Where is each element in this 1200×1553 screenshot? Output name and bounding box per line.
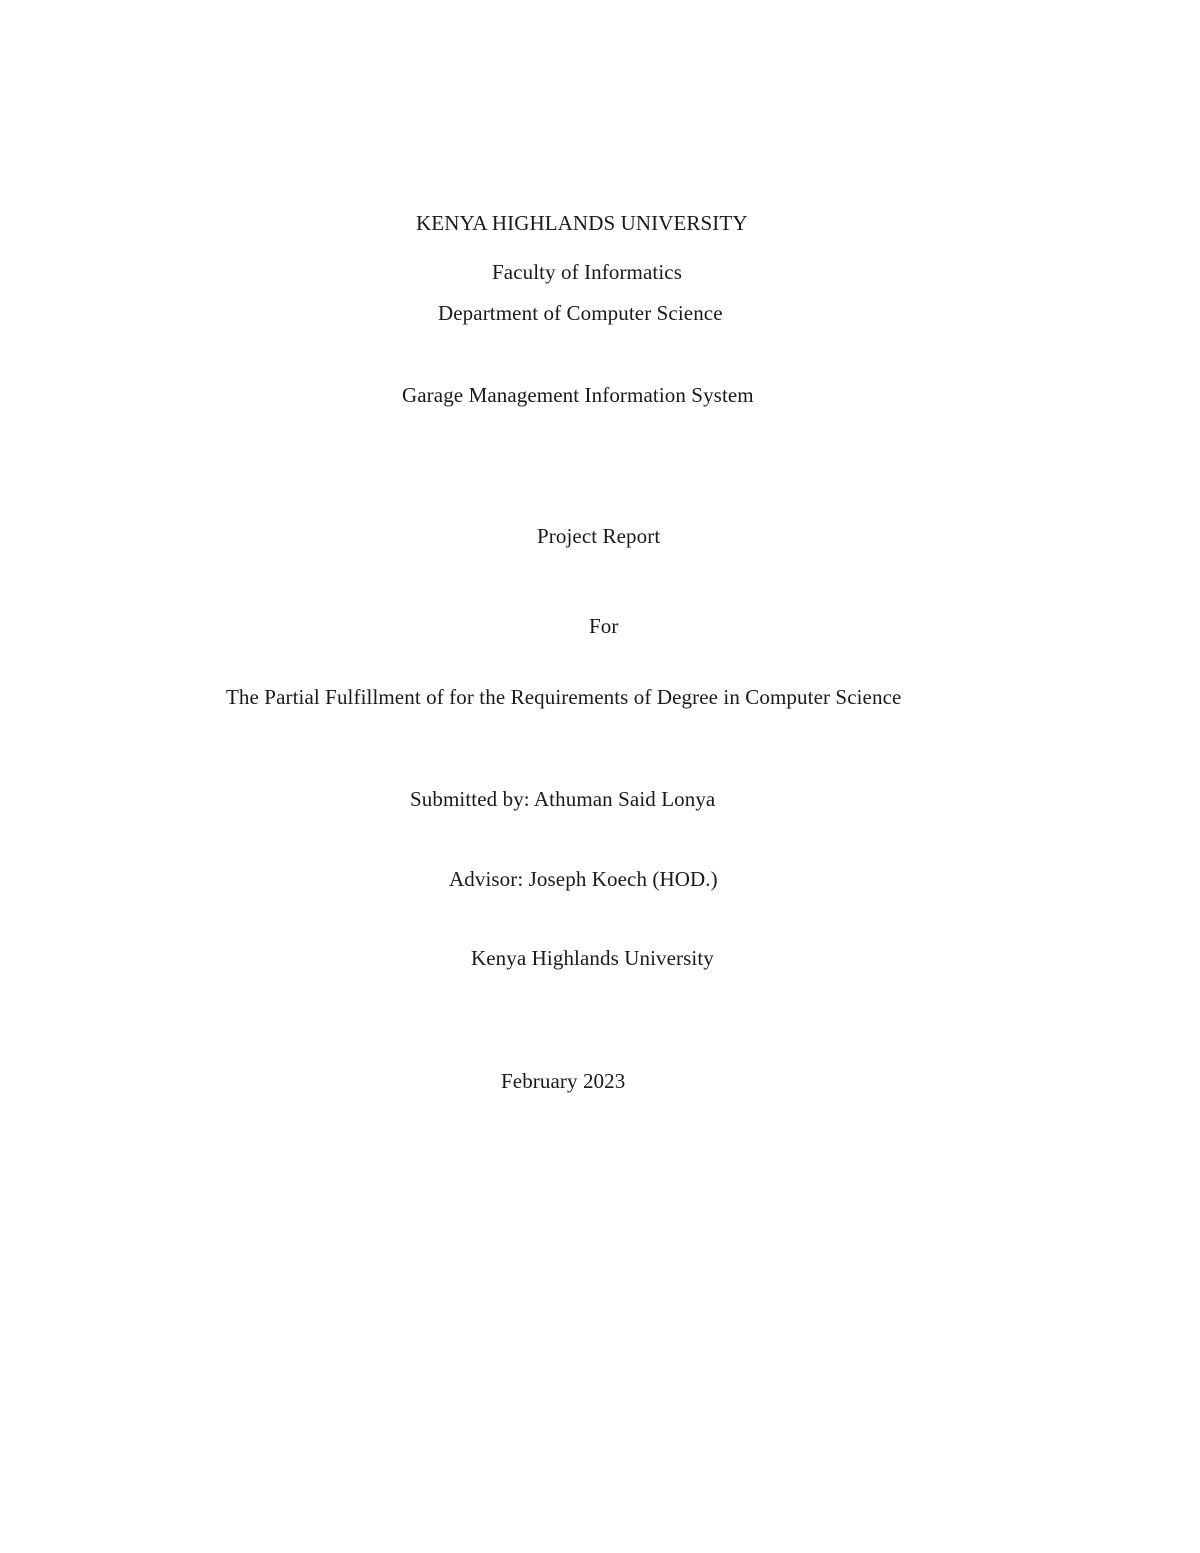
report-type: Project Report	[537, 524, 661, 548]
project-title: Garage Management Information System	[402, 383, 754, 407]
for-label: For	[589, 614, 619, 638]
advisor: Advisor: Joseph Koech (HOD.)	[449, 867, 718, 891]
institution-name: Kenya Highlands University	[471, 946, 714, 970]
degree-purpose: The Partial Fulfillment of for the Requirements of Degree in Computer Science	[226, 685, 902, 709]
department-name: Department of Computer Science	[438, 301, 723, 325]
submitted-by: Submitted by: Athuman Said Lonya	[410, 787, 716, 811]
submission-date: February 2023	[501, 1069, 626, 1093]
university-name: KENYA HIGHLANDS UNIVERSITY	[416, 211, 748, 235]
faculty-name: Faculty of Informatics	[492, 260, 682, 284]
